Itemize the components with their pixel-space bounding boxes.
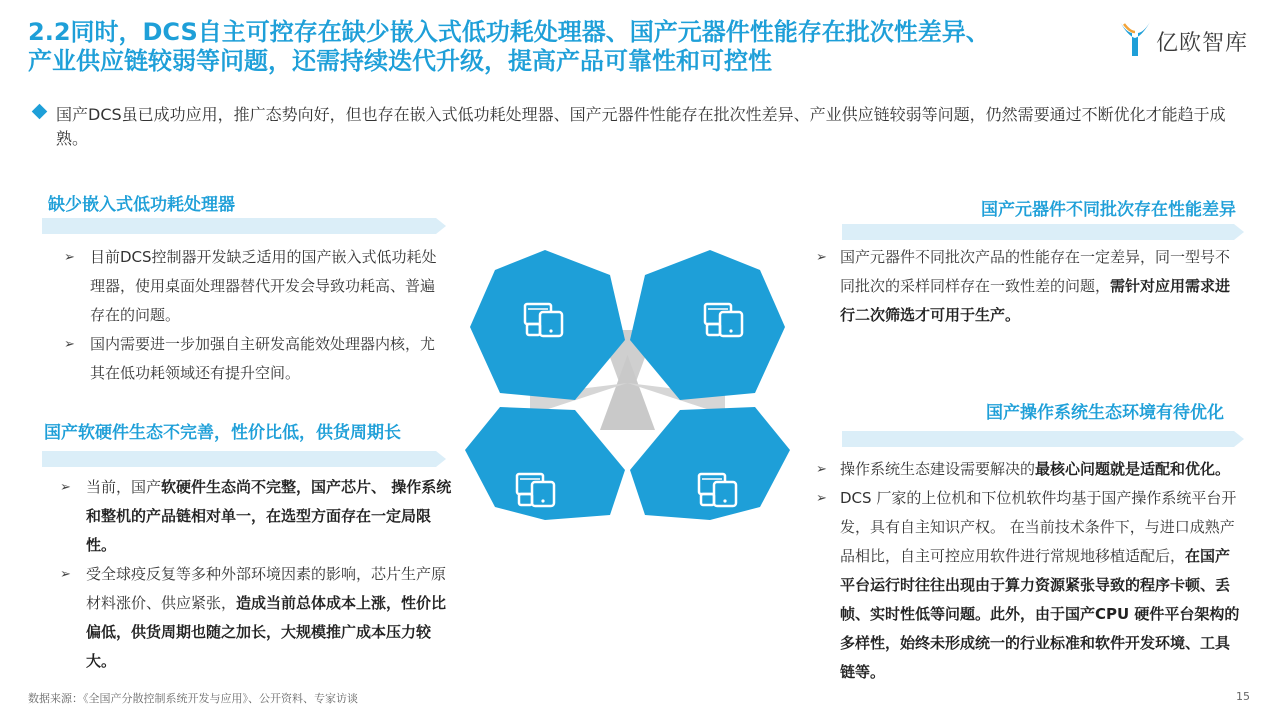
source-note: 数据来源：《全国产分散控制系统开发与应用》、公开资料、专家访谈 [28,692,358,705]
page-title [28,18,1088,76]
list-top-right [816,243,1236,330]
list-top-left [52,243,447,388]
intro-paragraph [34,103,1254,151]
arrow-bullet-icon: ➢ [816,250,827,265]
list-item: ➢ 当前，国产软硬件生态尚不完整，国产芯片、 操作系统和整机的产品链相对单一，在选型方面存在一定局限性。 [48,473,458,560]
heading-top-left: 缺少嵌入式低功耗处理器 [48,195,235,215]
title-line-2: 产业供应链较弱等问题，还需持续迭代升级，提高产品可靠性和可控性 [28,47,772,75]
logo [1118,18,1268,62]
heading-top-right: 国产元器件不同批次存在性能差异 [981,200,1236,220]
hexagon-bottom-right [630,407,790,520]
title-line-1: 2.2同时，DCS自主可控存在缺少嵌入式低功耗处理器、国产元器件性能存在批次性差异、 [28,18,990,46]
logo-mark-icon [1118,18,1152,58]
arrow-bullet-icon: ➢ [816,491,827,506]
arrow-bullet-icon: ➢ [60,567,71,582]
arrow-bullet-icon: ➢ [816,462,827,477]
arrow-bullet-icon: ➢ [64,337,75,352]
diamond-bullet-icon [32,104,48,120]
wedge-bottom [600,355,655,430]
band-top-right [842,224,1244,240]
logo-text: 亿欧智库 [1156,31,1249,56]
list-item: ➢ 国产元器件不同批次产品的性能存在一定差异，同一型号不同批次的采样同样存在一致性差的问题，需针对应用需求进行二次筛选才可用于生产。 [816,243,1236,330]
list-item: ➢ 目前DCS控制器开发缺乏适用的国产嵌入式低功耗处理器，使用桌面处理器替代开发会导致功耗高、普遍存在的问题。 [52,243,447,330]
list-bottom-right [816,455,1244,687]
heading-bottom-right: 国产操作系统生态环境有待优化 [986,403,1224,423]
list-item: ➢ 受全球疫反复等多种外部环境因素的影响，芯片生产原材料涨价、供应紧张，造成当前总体成本上涨，性价比偏低，供货周期也随之加长，大规模推广成本压力较大。 [48,560,458,676]
arrow-bullet-icon: ➢ [64,250,75,265]
list-item: ➢ 操作系统生态建设需要解决的最核心问题就是适配和优化。 [816,455,1244,484]
band-bottom-right [842,431,1244,447]
list-item: ➢ 国内需要进一步加强自主研发高能效处理器内核，尤其在低功耗领域还有提升空间。 [52,330,447,388]
center-graphic [455,245,800,520]
list-item: ➢ DCS 厂家的上位机和下位机软件均基于国产操作系统平台开发，具有自主知识产权。 在当前技术条件下，与进口成熟产品相比，自主可控应用软件进行常规地移植适配后，在国产平台运行时往往出现由于算力资源紧张导致的程序卡顿、丢帧、实时性低等问题。此外，由于国产CPU 硬件平台架构的多样性，始终未形成统一的行业标准和软件开发环境、工具链等。 [816,484,1244,687]
band-top-left [42,218,446,234]
heading-bottom-left: 国产软硬件生态不完善，性价比低，供货周期长 [44,423,401,443]
list-bottom-left [48,473,458,676]
arrow-bullet-icon: ➢ [60,480,71,495]
band-bottom-left [42,451,446,467]
page-number: 15 [1236,690,1250,703]
intro-text: 国产DCS虽已成功应用，推广态势向好，但也存在嵌入式低功耗处理器、国产元器件性能存在批次性差异、产业供应链较弱等问题，仍然需要通过不断优化才能趋于成熟。 [56,105,1226,148]
